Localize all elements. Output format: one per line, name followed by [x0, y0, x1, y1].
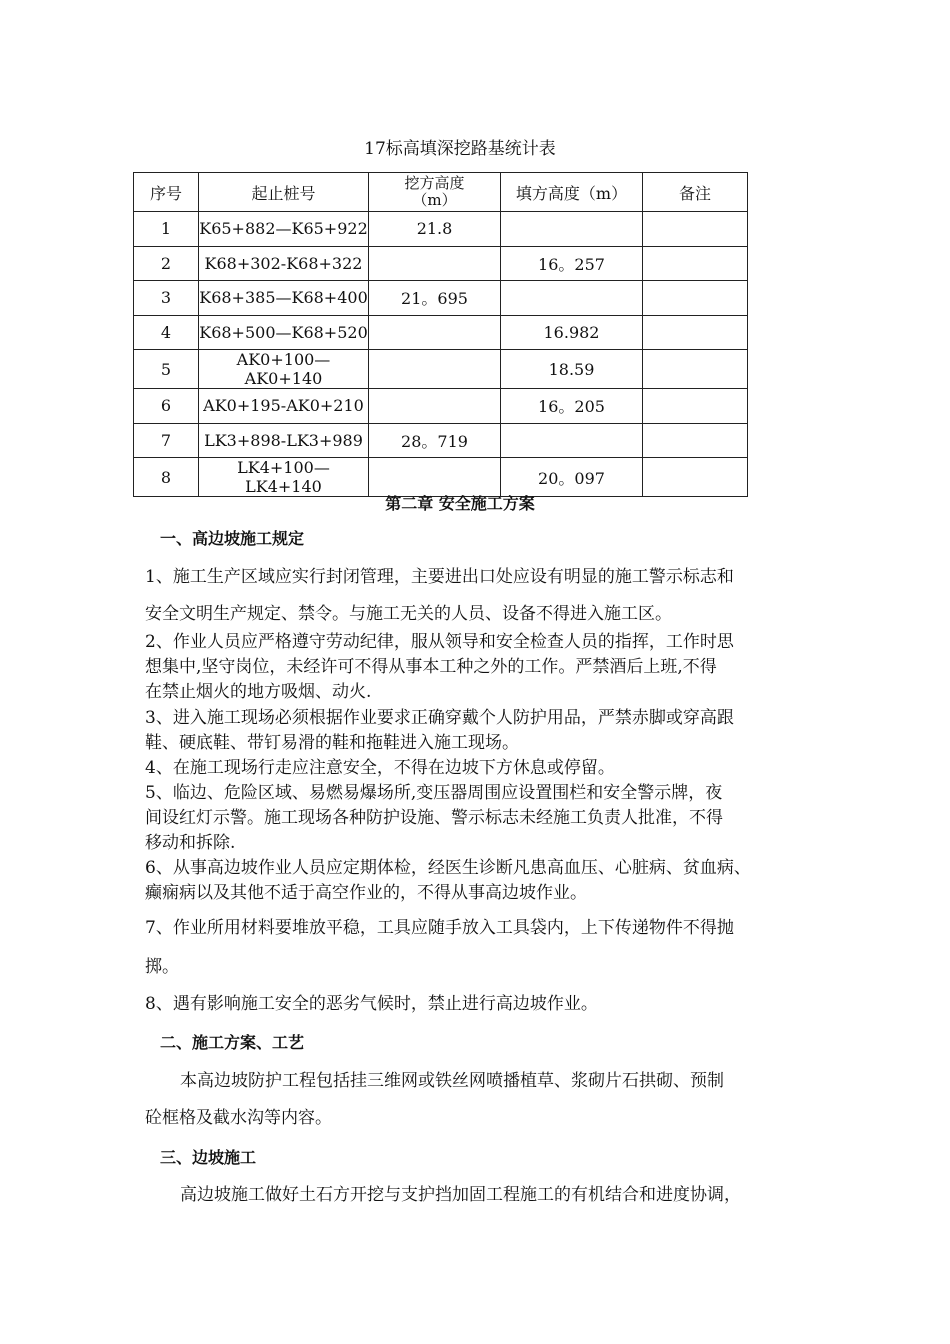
- cell-no: 4: [134, 315, 199, 350]
- cell-note: [643, 212, 748, 247]
- paragraph-line: 想集中,坚守岗位，未经许可不得从事本工种之外的工作。严禁酒后上班,不得: [145, 657, 717, 677]
- cell-note: [643, 315, 748, 350]
- cell-range: K68+500—K68+520: [199, 315, 369, 350]
- table-header-row: [134, 173, 748, 212]
- cell-no: 2: [134, 246, 199, 281]
- cell-cut: [369, 246, 501, 281]
- cell-fill: 16。257: [501, 246, 643, 281]
- cell-range: AK0+195-AK0+210: [199, 389, 369, 424]
- cell-note: [643, 246, 748, 281]
- header-no: 序号: [134, 173, 199, 212]
- cell-note: [643, 458, 748, 497]
- table-row: [134, 389, 748, 424]
- cell-fill: 16。205: [501, 389, 643, 424]
- paragraph-line: 安全文明生产规定、禁令。与施工无关的人员、设备不得进入施工区。: [145, 604, 672, 624]
- section-heading: 三、边坡施工: [160, 1148, 257, 1167]
- table-row: [134, 212, 748, 247]
- cell-cut: 28。719: [369, 423, 501, 458]
- table-row: [134, 350, 748, 389]
- cell-note: [643, 389, 748, 424]
- table-row: [134, 315, 748, 350]
- table-row: [134, 281, 748, 316]
- header-cut-height-line2: （m）: [412, 191, 457, 209]
- table-title: 17标高填深挖路基统计表: [364, 139, 556, 159]
- cell-no: 7: [134, 423, 199, 458]
- cell-note: [643, 423, 748, 458]
- cell-cut: [369, 350, 501, 389]
- paragraph-line: 掷。: [145, 957, 179, 977]
- table-row: [134, 423, 748, 458]
- table-row: [134, 458, 748, 497]
- cell-range: K68+385—K68+400: [199, 281, 369, 316]
- paragraph-line: 8、遇有影响施工安全的恶劣气候时，禁止进行高边坡作业。: [145, 994, 598, 1014]
- paragraph-line: 移动和拆除.: [145, 833, 236, 853]
- cell-range: K65+882—K65+922: [199, 212, 369, 247]
- cell-fill: [501, 212, 643, 247]
- cell-cut: [369, 315, 501, 350]
- cell-cut: [369, 458, 501, 497]
- paragraph-line: 2、作业人员应严格遵守劳动纪律，服从领导和安全检查人员的指挥，工作时思: [145, 632, 734, 652]
- cell-fill: [501, 423, 643, 458]
- paragraph-line: 在禁止烟火的地方吸烟、动火.: [145, 682, 372, 702]
- cell-range: K68+302-K68+322: [199, 246, 369, 281]
- chapter-title: 第二章 安全施工方案: [385, 494, 535, 513]
- cell-fill: 20。097: [501, 458, 643, 497]
- section-heading: 一、高边坡施工规定: [160, 529, 305, 548]
- statistics-table: [133, 172, 748, 497]
- paragraph-line: 砼框格及截水沟等内容。: [145, 1108, 332, 1128]
- paragraph-line: 1、施工生产区域应实行封闭管理，主要进出口处应设有明显的施工警示标志和: [145, 567, 734, 587]
- paragraph-line: 4、在施工现场行走应注意安全，不得在边坡下方休息或停留。: [145, 758, 615, 778]
- section-heading: 二、施工方案、工艺: [160, 1033, 305, 1052]
- cell-fill: 18.59: [501, 350, 643, 389]
- paragraph-line: 高边坡施工做好土石方开挖与支护挡加固工程施工的有机结合和进度协调，: [180, 1185, 741, 1205]
- cell-no: 1: [134, 212, 199, 247]
- paragraph-line: 5、临边、危险区域、易燃易爆场所,变压器周围应设置围栏和安全警示牌，夜: [145, 783, 723, 803]
- paragraph-line: 癫痫病以及其他不适于高空作业的，不得从事高边坡作业。: [145, 883, 587, 903]
- table-row: [134, 246, 748, 281]
- cell-note: [643, 281, 748, 316]
- paragraph-line: 3、进入施工现场必须根据作业要求正确穿戴个人防护用品，严禁赤脚或穿高跟: [145, 708, 734, 728]
- cell-no: 3: [134, 281, 199, 316]
- paragraph-line: 6、从事高边坡作业人员应定期体检，经医生诊断凡患高血压、心脏病、贫血病、: [145, 858, 751, 878]
- cell-note: [643, 350, 748, 389]
- cell-cut: 21.8: [369, 212, 501, 247]
- cell-fill: [501, 281, 643, 316]
- header-fill-height: 填方高度（m）: [501, 173, 643, 212]
- header-cut-height-line1: 挖方高度: [404, 174, 465, 192]
- cell-range: LK4+100—LK4+140: [199, 458, 369, 497]
- cell-fill: 16.982: [501, 315, 643, 350]
- header-range: 起止桩号: [199, 173, 369, 212]
- cell-cut: 21。695: [369, 281, 501, 316]
- paragraph-line: 鞋、硬底鞋、带钉易滑的鞋和拖鞋进入施工现场。: [145, 733, 519, 753]
- header-note: 备注: [643, 173, 748, 212]
- paragraph-line: 间设红灯示警。施工现场各种防护设施、警示标志未经施工负责人批准，不得: [145, 808, 723, 828]
- paragraph-line: 本高边坡防护工程包括挂三维网或铁丝网喷播植草、浆砌片石拱砌、预制: [180, 1071, 724, 1091]
- cell-no: 6: [134, 389, 199, 424]
- cell-range: LK3+898-LK3+989: [199, 423, 369, 458]
- cell-cut: [369, 389, 501, 424]
- cell-no: 8: [134, 458, 199, 497]
- cell-no: 5: [134, 350, 199, 389]
- cell-range: AK0+100—AK0+140: [199, 350, 369, 389]
- paragraph-line: 7、作业所用材料要堆放平稳，工具应随手放入工具袋内，上下传递物件不得抛: [145, 918, 734, 938]
- header-cut-height: [369, 173, 501, 212]
